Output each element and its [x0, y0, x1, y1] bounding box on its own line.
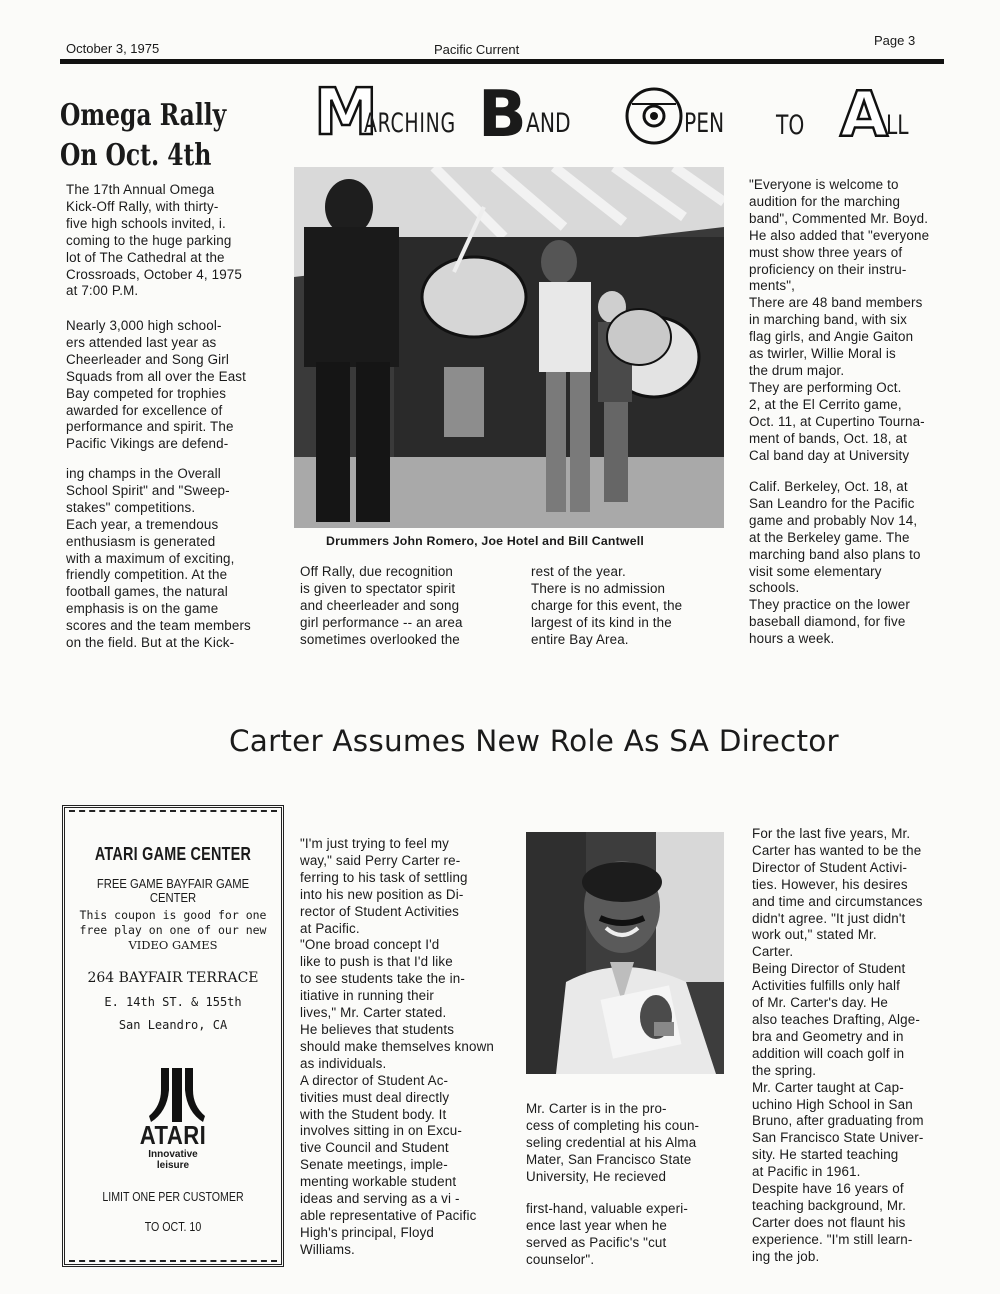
carter-portrait-illustration	[526, 832, 724, 1074]
ad-coupon-line-2: free play on one of our new	[79, 923, 267, 937]
ad-tagline-2: leisure	[156, 1160, 190, 1171]
banner-letter-o	[300, 78, 301, 79]
carter-column-2b: first-hand, valuable experi- ence last year when he served as Pacific's "cut counselor".	[526, 1201, 688, 1267]
carter-column-3: For the last five years, Mr. Carter has wanted to be the Director of Student Activi- ties. However, his desires and time and circumstances didn't agree. "It just didn't work out," stated Mr. Carter. Being Director of Student Activities fulfills only half of Mr. Carter's day. He also teaches Drafting, Alge- bra and Geometry and in addition will coach golf in the spring. Mr. Carter taught at Cap- uchino High School in San Bruno, after graduating from San Francisco State Univer- sity. He started teaching at Pacific in 1961. Despite have 16 years of teaching background, Mr. Carter does not flaunt his experience. "I'm still learn- ing the job.	[752, 826, 924, 1264]
ad-address-1: 264 BAYFAIR TERRACE	[87, 970, 259, 986]
paper-name: Pacific Current	[434, 42, 520, 57]
band-photo	[294, 167, 724, 528]
ad-title: ATARI GAME CENTER	[94, 844, 252, 864]
omega-column-2: Off Rally, due recognition is given to spectator spirit and cheerleader and song girl performance -- an area sometimes overlooked the	[300, 564, 463, 647]
carter-column-2a: Mr. Carter is in the pro- cess of completing his coun- seling credential at his Alma Mater, San Francisco State University, He recieved	[526, 1101, 700, 1184]
banner-letter-m: M	[314, 76, 378, 150]
atari-logo-text: ATARI	[139, 1120, 207, 1150]
ad-address-2: E. 14th ST. & 155th	[104, 995, 242, 1009]
omega-paragraph-3: ing champs in the Overall School Spirit" and "Sweep- stakes" competitions. Each year, a tremendous enthusiasm is generated with a maximum of exciting, friendly competition. At the football games, the natural emphasis is on the game scores and the team members on the field. But at the Kick-	[66, 466, 251, 651]
banner-drum-o-icon	[622, 84, 686, 148]
omega-paragraph-1: The 17th Annual Omega Kick-Off Rally, with thirty- five high schools invited, i. coming to the huge parking lot of The Cathedral at the Crossroads, October 4, 1975 at 7:00 P.M.	[66, 182, 242, 299]
omega-headline	[60, 96, 226, 176]
carter-headline: Carter Assumes New Role As SA Director	[229, 724, 839, 758]
atari-logo-icon	[149, 1066, 205, 1122]
drummers-illustration	[294, 167, 724, 528]
ad-border-top	[69, 810, 277, 818]
ad-tagline-1: Innovative	[148, 1149, 198, 1160]
band-photo-caption: Drummers John Romero, Joe Hotel and Bill Cantwell	[326, 534, 644, 548]
atari-coupon-ad[interactable]	[62, 805, 284, 1267]
issue-date: October 3, 1975	[66, 41, 160, 56]
ad-subtitle: FREE GAME BAYFAIR GAME CENTER	[96, 877, 250, 905]
header-rule	[60, 59, 944, 64]
omega-paragraph-2: Nearly 3,000 high school- ers attended last year as Cheerleader and Song Girl Squads from all over the East Bay competed for trophies awarded for excellence of performance and spirit. The Pacific Vikings are defend-	[66, 318, 247, 452]
omega-column-3: rest of the year. There is no admission charge for this event, the largest of its kind in the entire Bay Area.	[531, 564, 683, 647]
ad-address-3: San Leandro, CA	[118, 1018, 228, 1032]
band-column-b: Calif. Berkeley, Oct. 18, at San Leandro for the Pacific game and probably Nov 14, at the Berkeley game. The marching band also plans to visit some elementary schools. They practice on the lower baseball diamond, for five hours a week.	[749, 479, 921, 647]
band-banner	[300, 78, 940, 168]
banner-word-arching: ARCHING	[364, 108, 456, 139]
banner-word-and: AND	[526, 108, 571, 139]
banner-letter-b: B	[478, 78, 527, 152]
ad-limit: LIMIT ONE PER CUSTOMER	[102, 1190, 244, 1204]
page-number: Page 3	[874, 33, 916, 48]
omega-headline-line-1: Omega Rally	[60, 98, 227, 133]
band-column-a: "Everyone is welcome to audition for the marching band", Commented Mr. Boyd. He also added that "everyone must show three years of proficiency on their instru- ments", There are 48 band members in marching band, with six flag girls, and Angie Gaiton as twirler, Willie Moral is the drum major. They are performing Oct. 2, at the El Cerrito game, Oct. 11, at Cupertino Tourna- ment of bands, Oct. 18, at Cal band day at University	[749, 177, 930, 463]
banner-word-ll: LL	[886, 110, 909, 141]
ad-coupon-line-3: VIDEO GAMES	[128, 938, 218, 952]
omega-headline-line-2: On Oct. 4th	[60, 138, 212, 173]
banner-word-to: TO	[776, 110, 805, 141]
banner-letter-a: A	[840, 78, 888, 151]
ad-border-bottom	[69, 1254, 277, 1262]
carter-photo	[526, 832, 724, 1074]
ad-expires: TO OCT. 10	[144, 1220, 202, 1234]
ad-coupon-line-1: This coupon is good for one	[79, 908, 267, 922]
banner-word-pen: PEN	[684, 108, 725, 139]
carter-column-1: "I'm just trying to feel my way," said Perry Carter re- ferring to his task of settling into his new position as Di- rector of Student Activities at Pacific. "One broad concept I'd like to push is that I'd like to see students take the in- itiative in running their lives," Mr. Carter stated. He believes that students should make themselves known as individuals. A director of Student Ac- tivities must deal directly with the Student body. It involves sitting in on Excu- tive Council and Student Senate meetings, imple- menting workable student ideas and serving as a vi - able representative of Pacific High's principal, Floyd Williams.	[300, 836, 494, 1257]
